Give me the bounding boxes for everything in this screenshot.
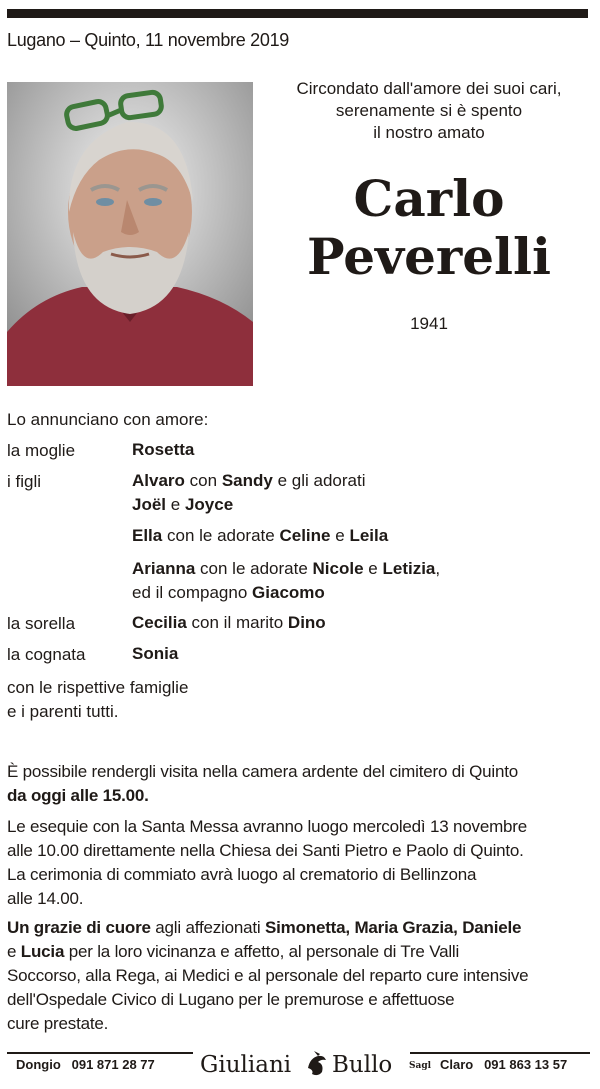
thanks-text: agli affezionati <box>155 918 261 937</box>
dove-icon <box>304 1050 330 1080</box>
person-name: Joël <box>132 495 167 514</box>
funeral-home-logo <box>200 1048 408 1082</box>
connector-text: e gli adorati <box>277 471 366 490</box>
person-name: Nicole <box>312 559 364 578</box>
visit-time: da oggi alle 15.00. <box>7 786 149 805</box>
person-name: Letizia <box>382 559 436 578</box>
first-name: Carlo <box>353 169 505 228</box>
birth-year: 1941 <box>410 314 448 333</box>
connector-text: con il marito <box>191 613 284 632</box>
connector-text: e <box>170 495 181 514</box>
footer-phone: 091 871 28 77 <box>71 1057 155 1072</box>
person-name: Cecilia <box>132 613 187 632</box>
deceased-name <box>270 170 588 286</box>
visit-paragraph <box>7 760 592 808</box>
thanks-line: Soccorso, alla Rega, ai Medici e al personale del reparto cure intensive <box>7 966 529 985</box>
portrait-photo <box>7 82 253 386</box>
footer-phone: 091 863 13 57 <box>484 1057 568 1072</box>
thanks-names: Simonetta, Maria Grazia, Daniele <box>265 918 522 937</box>
funeral-line: alle 10.00 direttamente nella Chiesa dei Santi Pietro e Paolo di Quinto. <box>7 841 524 860</box>
person-name: Giacomo <box>252 583 325 602</box>
intro-line: il nostro amato <box>373 123 485 142</box>
connector-text: con le adorate <box>166 526 275 545</box>
person-name: Joyce <box>184 495 234 514</box>
brand-first: Giuliani <box>200 1052 292 1078</box>
thanks-names: Lucia <box>20 942 65 961</box>
family-entry <box>132 438 592 462</box>
family-entry <box>132 524 592 548</box>
brand-suffix: Sagl <box>409 1061 432 1071</box>
thanks-line: dell'Ospedale Civico di Lugano per le premurose e affettuose <box>7 990 455 1009</box>
funeral-line: alle 14.00. <box>7 889 84 908</box>
family-entry <box>132 642 592 666</box>
visit-text: È possibile rendergli visita nella camera ardente del cimitero di Quinto <box>7 762 518 781</box>
family-entry <box>132 611 592 635</box>
closing-line: con le rispettive famiglie <box>7 678 189 697</box>
thanks-paragraph <box>7 916 592 1036</box>
relation-label: la sorella <box>7 614 76 633</box>
footer-rule-right <box>410 1052 590 1054</box>
connector-text: e <box>368 559 378 578</box>
person-name: Alvaro <box>132 471 185 490</box>
funeral-line: La cerimonia di commiato avrà luogo al crematorio di Bellinzona <box>7 865 477 884</box>
dateline: Lugano – Quinto, 11 novembre 2019 <box>7 30 289 50</box>
thanks-line: cure prestate. <box>7 1014 109 1033</box>
intro-line: serenamente si è spento <box>335 101 523 120</box>
connector-text: e <box>7 942 17 961</box>
closing-line: e i parenti tutti. <box>7 702 119 721</box>
footer-place: Claro <box>440 1057 474 1072</box>
announcement-title: Lo annunciano con amore: <box>7 410 209 429</box>
footer-rule-left <box>7 1052 193 1054</box>
person-name: Celine <box>279 526 331 545</box>
connector-text: con le adorate <box>200 559 308 578</box>
family-entry <box>132 469 592 517</box>
funeral-paragraph <box>7 815 592 911</box>
relation-label: i figli <box>7 472 42 491</box>
relation-label: la cognata <box>7 645 86 664</box>
top-rule <box>7 9 588 18</box>
family-entry: Arianna con le adorate Nicole e Letizia, ed il compagno Giacomo <box>132 559 441 602</box>
footer-contact-left <box>16 1057 155 1072</box>
person-name: Sonia <box>132 644 179 663</box>
relation-label: la moglie <box>7 441 76 460</box>
last-name: Peverelli <box>306 227 552 286</box>
family-closing <box>7 676 188 724</box>
portrait-illustration <box>7 82 253 386</box>
brand-second: Bullo <box>332 1052 393 1078</box>
footer-contact-right <box>440 1057 567 1072</box>
thanks-lead: Un grazie di cuore <box>7 918 151 937</box>
funeral-line: Le esequie con la Santa Messa avranno luogo mercoledì 13 novembre <box>7 817 528 836</box>
thanks-text: per la loro vicinanza e affetto, al personale di Tre Valli <box>68 942 460 961</box>
person-name: Rosetta <box>132 440 195 459</box>
person-name: Dino <box>287 613 326 632</box>
intro-line: Circondato dall'amore dei suoi cari, <box>296 79 562 98</box>
footer-place: Dongio <box>16 1057 61 1072</box>
connector-text: e <box>335 526 345 545</box>
connector-text: con <box>189 471 218 490</box>
connector-text: ed il compagno <box>132 583 248 602</box>
intro-text <box>270 78 588 144</box>
person-name: Ella <box>132 526 163 545</box>
person-name: Sandy <box>221 471 273 490</box>
person-name: Arianna <box>132 559 196 578</box>
person-name: Leila <box>349 526 389 545</box>
